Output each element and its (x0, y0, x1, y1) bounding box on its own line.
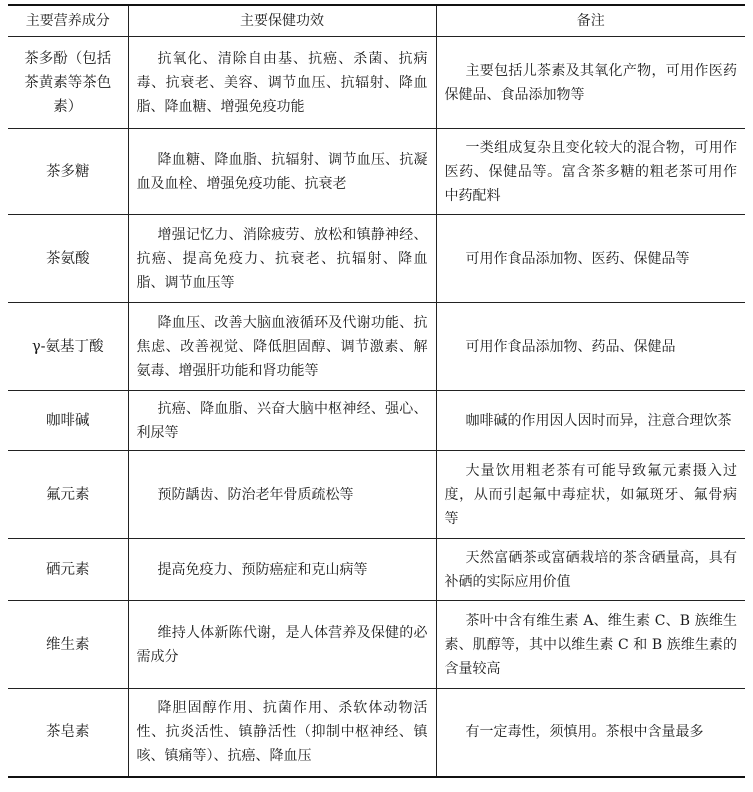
effects-cell (128, 129, 436, 215)
component-name: 茶皂素 (8, 689, 128, 777)
notes-text: 有一定毒性，须慎用。茶根中含量最多 (465, 724, 704, 741)
table-row (8, 451, 745, 539)
health-benefits-table (8, 4, 745, 778)
effects-text: 增强记忆力、消除疲劳、放松和镇静神经、抗癌、提高免疫力、抗衰老、抗辐射、降血脂、调节血压等 (136, 226, 428, 291)
notes-cell (436, 37, 745, 129)
notes-cell (436, 215, 745, 303)
notes-text: 天然富硒茶或富硒栽培的茶含硒量高，具有补硒的实际应用价值 (444, 549, 737, 590)
effects-cell (128, 689, 436, 777)
notes-cell (436, 689, 745, 777)
table-header-row (8, 5, 745, 37)
component-name: 茶氨酸 (8, 215, 128, 303)
table-row (8, 689, 745, 777)
notes-cell (436, 601, 745, 689)
notes-text: 可用作食品添加物、医药、保健品等 (465, 250, 690, 267)
table-row (8, 601, 745, 689)
effects-cell (128, 539, 436, 601)
effects-text: 降胆固醇作用、抗菌作用、杀软体动物活性、抗炎活性、镇静活性（抑制中枢神经、镇咳、镇痛等）、抗癌、降血压 (136, 700, 428, 765)
table-row (8, 539, 745, 601)
table-row (8, 391, 745, 451)
effects-text: 维持人体新陈代谢，是人体营养及保健的必需成分 (136, 624, 428, 665)
effects-text: 降血糖、降血脂、抗辐射、调节血压、抗凝血及血栓、增强免疫功能、抗衰老 (136, 151, 428, 192)
notes-cell (436, 539, 745, 601)
notes-text: 一类组成复杂且变化较大的混合物，可用作医药、保健品等。富含茶多糖的粗老茶可用作中药配料 (444, 139, 737, 204)
effects-cell (128, 451, 436, 539)
notes-text: 大量饮用粗老茶有可能导致氟元素摄入过度，从而引起氟中毒症状，如氟斑牙、氟骨病等 (444, 462, 737, 527)
table-row (8, 37, 745, 129)
notes-text: 主要包括儿茶素及其氧化产物，可用作医药保健品、食品添加物等 (444, 62, 737, 103)
component-name: 茶多糖 (8, 129, 128, 215)
component-name (8, 37, 128, 129)
effects-cell (128, 37, 436, 129)
component-name: 氟元素 (8, 451, 128, 539)
component-name: 维生素 (8, 601, 128, 689)
effects-cell (128, 601, 436, 689)
notes-cell (436, 303, 745, 391)
component-name: 咖啡碱 (8, 391, 128, 451)
notes-text: 可用作食品添加物、药品、保健品 (465, 338, 676, 355)
notes-text: 咖啡碱的作用因人因时而异，注意合理饮茶 (465, 412, 732, 429)
effects-text: 抗癌、降血脂、兴奋大脑中枢神经、强心、利尿等 (136, 400, 428, 441)
component-name-text: 茶多酚（包括茶黄素等茶色素） (24, 50, 112, 115)
notes-cell (436, 129, 745, 215)
notes-cell (436, 451, 745, 539)
header-notes: 备注 (436, 5, 745, 37)
header-component: 主要营养成分 (8, 5, 128, 37)
notes-cell (436, 391, 745, 451)
component-name: 硒元素 (8, 539, 128, 601)
effects-text: 抗氧化、清除自由基、抗癌、杀菌、抗病毒、抗衰老、美容、调节血压、抗辐射、降血脂、降血糖、增强免疫功能 (136, 50, 428, 115)
effects-cell (128, 215, 436, 303)
component-name: γ-氨基丁酸 (8, 303, 128, 391)
effects-text: 预防龋齿、防治老年骨质疏松等 (157, 486, 354, 503)
effects-cell (128, 391, 436, 451)
table-row (8, 129, 745, 215)
table-row (8, 215, 745, 303)
effects-cell (128, 303, 436, 391)
notes-text: 茶叶中含有维生素 A、维生素 C、B 族维生素、肌醇等，其中以维生素 C 和 B 族维生素的含量较高 (444, 612, 737, 677)
effects-text: 降血压、改善大脑血液循环及代谢功能、抗焦虑、改善视觉、降低胆固醇、调节激素、解氨毒、增强肝功能和肾功能等 (136, 314, 428, 379)
header-effects: 主要保健功效 (128, 5, 436, 37)
effects-text: 提高免疫力、预防癌症和克山病等 (157, 561, 368, 578)
table-row (8, 303, 745, 391)
